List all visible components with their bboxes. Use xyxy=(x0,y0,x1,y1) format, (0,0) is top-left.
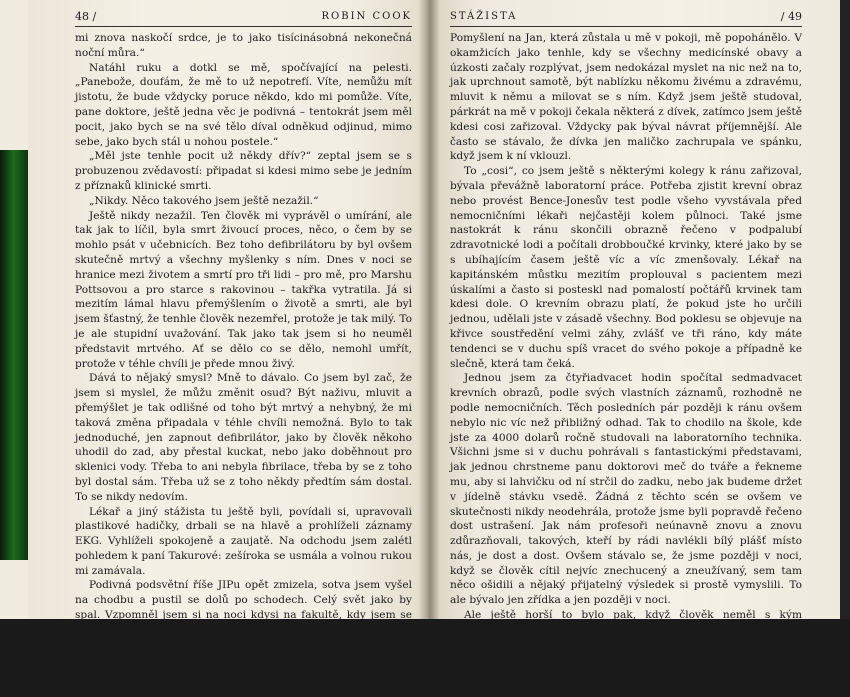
paragraph: Podivná podsvětní říše JIPu opět zmizela, sotva jsem vyšel na chodbu a pustil se dolů po schodech. Celý svět jako by spal. Vzpomněl jsem si na noci kdysi na fakultě, kdy jsem se plahočil z nemocnice k domovu všim, co jen pro mě zíma dokázala uchystat. Ironické bylo, že jasné, hvězdnaté noci jako tahle bývaly ještě horší. Člověk by byl klel, jak byl osamělý. Na Havaji byla skoro každá noc jasná, třpytivá tisícerými hvězdami a chlazená lehkým vánkem. xyxy=(75,579,412,696)
paragraph: Jednou jsem za čtyřiadvacet hodin spočítal sedmadvacet krevních obrazů, podle svých vlastních záznamů, rozhodně ne podle nemocničních. Těch posledních pár později k ránu ovšem nebylo nic víc než přibližný odhad. Tak to chodilo na škole, kde jste za 4000 dolarů ročně studovali na laboratorního technika. Všichni jsme si v duchu pohrávali s fantastickými představami, jak jednou chrstneme panu doktorovi meč do tváře a řekneme mu, aby si lahvičku od ní strčil do zadku, nebo jak budeme držet v jídelně stávku vsedě. Žádná z těchto scén se ovšem ve skutečnosti nikdy neodehrála, protože jsme byli popravdě řečeno dost ustrašení. Jak nám profesoři neúnavně znovu a znovu zdůrazňovali, takových, kteří by rádi navlékli bílý plášť místo nás, je dost a dost. Ovšem stávalo se, že jsme později v noci, když se člověk cítil nejvíc znechucený a zneužívaný, sem tam něco ošidili a nějaký přijatelný výsledek si prostě vymyslili. To ale bývalo jen zřídka a jen později v noci. xyxy=(450,372,802,607)
paragraph: Ještě nikdy nezažil. Ten člověk mi vyprávěl o umírání, ale tak jak to líčil, byla smrt živoucí proces, něco, o čem by se mohlo psát v učebnicích. Bez toho defibrilátoru by byl ovšem skutečně mrtvý a všechny myšlenky s ním. Dnes v noci se hranice mezi životem a smrtí pro tři lidi – pro mě, pro Marshu Pottsovou a pro starce s rakovinou – takřka vytratila. Já si mezitím lámal hlavu přemýšlením o životě a smrti, ale byl jsem šťastný, že tenhle člověk nezemřel, protože je tak milý. To je ale stupidní uvažování. Tak jako tak jsem si ho neuměl představit mrtvého. Ať se dělo co se dělo, nemohl umřít, protože v téhle chvíli je přede mnou živý. xyxy=(75,209,412,370)
paragraph: Ale ještě horší to bylo pak, když člověk neměl s kým promluvit. Zdálo se, jako by celý svět spal a kašlal na vaše přesvědčení, že lékařská výuka je na houby a pro kočku. Tak jste si přispíšili do svého pokoje k rozespalé dívce, konečně vděční alespoň za její hřejivé tělo. xyxy=(450,609,802,681)
book-gutter xyxy=(418,0,440,619)
scan-border xyxy=(840,0,850,619)
right-page-header xyxy=(450,10,802,27)
paragraph: Dává to nějaký smysl? Mně to dávalo. Co jsem byl zač, že jsem si myslel, že můžu změnit osud? Být naživu, mluvit a přemýšlet je tak odlišné od toho být mrtvý a nehybný, že mi taková změna připadala v téhle chvíli nemožná. Bylo to tak jednoduché, jen zapnout defibrilátor, jako by člověk někoho uhodil do zad, aby přestal kuckat, nebo jako doběhnout pro sklenici vody. Třeba to ani nebyla fibrilace, třeba by se z toho byl dostal sám. Třeba už se z toho někdy předtím sám dostal. To se nikdy nedovím. xyxy=(75,372,412,503)
paragraph: „Měl jste tenhle pocit už někdy dřív?“ zeptal jsem se s probuzenou zvědavostí: připadat si kdesi mimo sebe je jedním z příznaků klinické smrti. xyxy=(75,150,412,192)
running-head: STÁŽISTA xyxy=(450,11,518,22)
right-page-body xyxy=(450,31,802,682)
paragraph: To „cosi“, co jsem ještě s některými kolegy k ránu zařizoval, bývala převážně laboratorní práce. Potřeba zjistit krevní obraz nebo provést Bence-Jonesův test podle všeho vyvstávala před nemocničními lékaři nejčastěji kolem půlnoci. Také jsme nastokrát k ránu skončili obrazně řečeno v podpalubí zdravotnické lodi a počítali drobboučké krvinky, které jako by se s ubíhajícím časem ještě víc a víc zmenšovaly. Lékař na kapitánském můstku mezitím proplouval s pacientem mezi úskalími a často si posteskl nad pomalostí počtářů krvinek tam kdesi dole. O krevním obrazu platí, že pokud jste ho určili jednou, udělali jste v zásadě všechny. Bod poklesu se objevuje na křivce soustředění velmi záhy, zvlášť ve tři ráno, kdy máte tendenci se v duchu spíš vracet do svého pokoje a případně ke slečně, která tam čeká. xyxy=(450,165,802,370)
left-page-body xyxy=(75,31,412,697)
page-number: / 49 xyxy=(780,10,802,23)
page-number: 48 / xyxy=(75,10,97,23)
paragraph: „Nikdy. Něco takového jsem ještě nezažil.“ xyxy=(89,194,319,207)
paragraph: mi znova naskočí srdce, je to jako tisícinásobná nekonečná noční můra.“ xyxy=(75,32,412,59)
right-page xyxy=(428,0,840,681)
paragraph: Lékař a jiný stážista tu ještě byli, povídali si, upravovali plastikové hadičky, drbali se na hlavě a prohlíželi záznamy EKG. Vyhlíželi spokojeně a zaujatě. Na odchodu jsem zalétl pohledem k paní Takurové: zešíroka se usmála a volnou rukou mi zamávala. xyxy=(75,505,412,577)
paragraph: Natáhl ruku a dotkl se mě, spočívající na pelesti. „Panebože, doufám, že mě to už nepotrefí. Víte, nemůžu mít jistotu, že bude vždycky poruce někdo, kdo mi pomůže. Víte, pane doktore, ještě jedna věc je podivná – tentokrát jsem měl pocit, jako bych se na své tělo díval odněkud odjinud, mimo sebe, jako bych stál u nohou postele.“ xyxy=(75,61,412,148)
cover-edge xyxy=(0,150,30,560)
running-head: ROBIN COOK xyxy=(321,11,412,22)
left-page-header xyxy=(75,10,412,27)
left-page xyxy=(28,0,428,696)
paragraph: Pomyšlení na Jan, která zůstala u mě v pokoji, mě popohánělo. V okamžicích jako tenhle, kdy se všechny medicínské obavy a úzkosti začaly rozplývat, jsem nedokázal myslet na nic než na to, jak uprchnout samotě, být nablízku někomu živému a zdravému, mluvit k němu a milovat se s ním. Když jsem ještě studoval, párkrát na mě v pokoji čekala některá z dívek, zatímco jsem ještě kdesi cosi zařizoval. Vždycky pak býval návrat příjemnější. Ale často se stávalo, že dívka jen maličko zachrupala ve spánku, když jsem k ní vklouzl. xyxy=(450,32,802,163)
